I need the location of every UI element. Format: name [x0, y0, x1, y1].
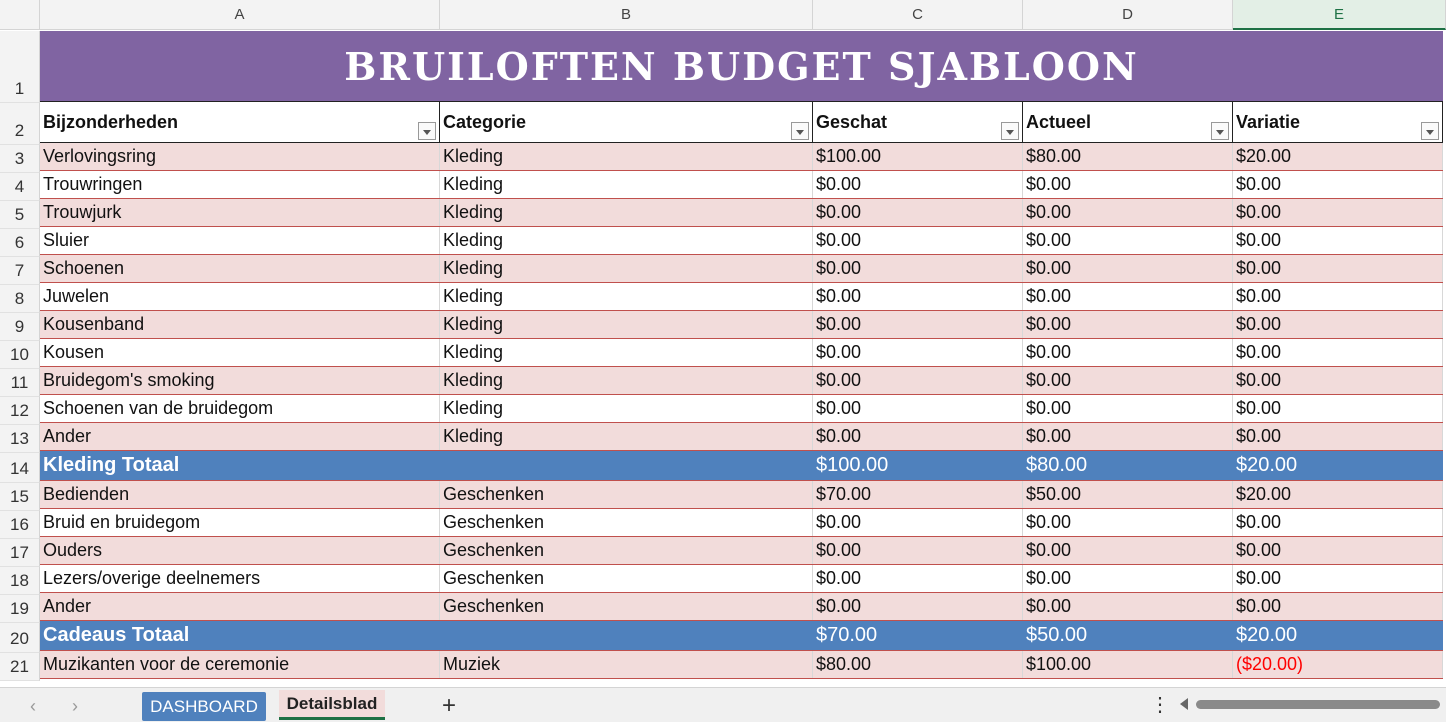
- cell-b[interactable]: Muziek: [440, 651, 813, 678]
- cell-c[interactable]: $0.00: [813, 593, 1023, 620]
- table-row: [40, 199, 1443, 227]
- cell-a[interactable]: Ander: [40, 423, 440, 450]
- cell-e[interactable]: $20.00: [1233, 451, 1443, 480]
- tab-detailsblad[interactable]: Detailsblad: [279, 690, 385, 720]
- cell-e[interactable]: $0.00: [1233, 423, 1443, 450]
- scroll-left-icon[interactable]: [1180, 698, 1188, 710]
- header-label: Categorie: [443, 112, 527, 132]
- cell-a[interactable]: Kleding Totaal: [40, 451, 440, 480]
- cell-b[interactable]: Kleding: [440, 311, 813, 338]
- table-row: [40, 395, 1443, 423]
- sheet-tab-bar: [0, 687, 1446, 722]
- row-header[interactable]: 10: [0, 341, 40, 369]
- cell-e[interactable]: $0.00: [1233, 283, 1443, 310]
- header-label: Variatie: [1236, 112, 1301, 132]
- cell-a[interactable]: Ouders: [40, 537, 440, 564]
- cell-c[interactable]: $0.00: [813, 227, 1023, 254]
- cell-a[interactable]: Sluier: [40, 227, 440, 254]
- cell-a[interactable]: Bedienden: [40, 481, 440, 508]
- cell-e[interactable]: $0.00: [1233, 227, 1443, 254]
- cell-c[interactable]: $100.00: [813, 451, 1023, 480]
- header-categorie[interactable]: [440, 102, 813, 142]
- cell-a[interactable]: Trouwringen: [40, 171, 440, 198]
- cell-e[interactable]: $0.00: [1233, 255, 1443, 282]
- cell-e[interactable]: $0.00: [1233, 199, 1443, 226]
- cell-b[interactable]: Kleding: [440, 423, 813, 450]
- header-geschat[interactable]: [813, 102, 1023, 142]
- cell-d[interactable]: $0.00: [1023, 311, 1233, 338]
- filter-dropdown-icon[interactable]: [418, 122, 436, 140]
- table-row: [40, 311, 1443, 339]
- header-label: Bijzonderheden: [43, 112, 179, 132]
- cell-e[interactable]: $0.00: [1233, 339, 1443, 366]
- cell-a[interactable]: Juwelen: [40, 283, 440, 310]
- next-sheet-icon[interactable]: ›: [72, 696, 78, 716]
- cell-b[interactable]: Kleding: [440, 199, 813, 226]
- row-header[interactable]: 14: [0, 453, 40, 483]
- filter-dropdown-icon[interactable]: [791, 122, 809, 140]
- add-sheet-icon[interactable]: +: [442, 692, 457, 719]
- table-header-row: [40, 101, 1443, 143]
- table-row: [40, 171, 1443, 199]
- cell-b[interactable]: Kleding: [440, 339, 813, 366]
- row-header[interactable]: 20: [0, 623, 40, 653]
- row-header[interactable]: 12: [0, 397, 40, 425]
- row-header[interactable]: 5: [0, 201, 40, 229]
- row-header[interactable]: 8: [0, 285, 40, 313]
- row-header[interactable]: 2: [0, 103, 40, 145]
- cell-c[interactable]: $0.00: [813, 255, 1023, 282]
- cell-d[interactable]: $0.00: [1023, 199, 1233, 226]
- cell-d[interactable]: $80.00: [1023, 143, 1233, 170]
- column-header-c[interactable]: C: [813, 0, 1023, 30]
- row-header[interactable]: 21: [0, 653, 40, 681]
- cell-a[interactable]: Lezers/overige deelnemers: [40, 565, 440, 592]
- header-variatie[interactable]: [1233, 102, 1443, 142]
- cell-b[interactable]: Geschenken: [440, 481, 813, 508]
- column-header-d[interactable]: D: [1023, 0, 1233, 30]
- header-label: Geschat: [816, 112, 888, 132]
- cell-b[interactable]: Kleding: [440, 171, 813, 198]
- cell-a[interactable]: Trouwjurk: [40, 199, 440, 226]
- cell-e[interactable]: ($20.00): [1233, 651, 1443, 678]
- row-header[interactable]: 18: [0, 567, 40, 595]
- cell-b[interactable]: Geschenken: [440, 593, 813, 620]
- cell-e[interactable]: $20.00: [1233, 143, 1443, 170]
- cell-c[interactable]: $0.00: [813, 423, 1023, 450]
- cell-d[interactable]: $0.00: [1023, 227, 1233, 254]
- sheet-title[interactable]: BRUILOFTEN BUDGET SJABLOON: [40, 31, 1443, 101]
- cell-a[interactable]: Bruidegom's smoking: [40, 367, 440, 394]
- row-header[interactable]: 3: [0, 145, 40, 173]
- header-actueel[interactable]: [1023, 102, 1233, 142]
- header-bijzonderheden[interactable]: [40, 102, 440, 142]
- cell-b[interactable]: [440, 451, 813, 480]
- table-row: [40, 283, 1443, 311]
- table-row: [40, 339, 1443, 367]
- filter-dropdown-icon[interactable]: [1211, 122, 1229, 140]
- cell-b[interactable]: Kleding: [440, 143, 813, 170]
- table-row: [40, 367, 1443, 395]
- cell-c[interactable]: $0.00: [813, 537, 1023, 564]
- column-header-e[interactable]: E: [1233, 0, 1446, 30]
- table-row: [40, 509, 1443, 537]
- cell-c[interactable]: $0.00: [813, 283, 1023, 310]
- cell-d[interactable]: $0.00: [1023, 395, 1233, 422]
- table-row: [40, 255, 1443, 283]
- table-row: [40, 565, 1443, 593]
- filter-dropdown-icon[interactable]: [1421, 122, 1439, 140]
- cell-a[interactable]: Kousen: [40, 339, 440, 366]
- cell-c[interactable]: $0.00: [813, 199, 1023, 226]
- cell-d[interactable]: $80.00: [1023, 451, 1233, 480]
- cell-d[interactable]: $50.00: [1023, 621, 1233, 650]
- cell-c[interactable]: $0.00: [813, 565, 1023, 592]
- total-row: [40, 621, 1443, 651]
- cell-d[interactable]: $0.00: [1023, 283, 1233, 310]
- cell-c[interactable]: $0.00: [813, 171, 1023, 198]
- cell-e[interactable]: $0.00: [1233, 367, 1443, 394]
- cell-a[interactable]: Cadeaus Totaal: [40, 621, 440, 650]
- tab-dashboard[interactable]: DASHBOARD: [142, 692, 266, 721]
- table-row: [40, 423, 1443, 451]
- table-row: [40, 651, 1443, 679]
- filter-dropdown-icon[interactable]: [1001, 122, 1019, 140]
- row-header[interactable]: 4: [0, 173, 40, 201]
- cell-d[interactable]: $0.00: [1023, 367, 1233, 394]
- row-header[interactable]: 15: [0, 483, 40, 511]
- scrollbar-thumb[interactable]: [1196, 700, 1440, 709]
- cell-e[interactable]: $0.00: [1233, 537, 1443, 564]
- cell-b[interactable]: Kleding: [440, 395, 813, 422]
- cell-b[interactable]: Kleding: [440, 227, 813, 254]
- row-header[interactable]: 7: [0, 257, 40, 285]
- cell-d[interactable]: $0.00: [1023, 565, 1233, 592]
- table-row: [40, 481, 1443, 509]
- table-row: [40, 227, 1443, 255]
- cell-d[interactable]: $0.00: [1023, 423, 1233, 450]
- row-header[interactable]: 16: [0, 511, 40, 539]
- cell-b[interactable]: Kleding: [440, 255, 813, 282]
- cell-b[interactable]: Geschenken: [440, 565, 813, 592]
- total-row: [40, 451, 1443, 481]
- cell-e[interactable]: $0.00: [1233, 311, 1443, 338]
- select-all-corner[interactable]: [0, 0, 40, 30]
- cell-a[interactable]: Schoenen van de bruidegom: [40, 395, 440, 422]
- cell-d[interactable]: $0.00: [1023, 593, 1233, 620]
- cell-e[interactable]: $20.00: [1233, 621, 1443, 650]
- cell-c[interactable]: $80.00: [813, 651, 1023, 678]
- more-options-icon[interactable]: ⋮: [1150, 694, 1170, 716]
- cell-c[interactable]: $70.00: [813, 621, 1023, 650]
- column-header-a[interactable]: A: [40, 0, 440, 30]
- cell-c[interactable]: $0.00: [813, 395, 1023, 422]
- cell-b[interactable]: Geschenken: [440, 509, 813, 536]
- cell-e[interactable]: $20.00: [1233, 481, 1443, 508]
- cell-c[interactable]: $100.00: [813, 143, 1023, 170]
- cell-a[interactable]: Kousenband: [40, 311, 440, 338]
- cell-e[interactable]: $0.00: [1233, 565, 1443, 592]
- header-label: Actueel: [1026, 112, 1092, 132]
- cell-d[interactable]: $0.00: [1023, 171, 1233, 198]
- table-row: [40, 593, 1443, 621]
- cell-c[interactable]: $0.00: [813, 509, 1023, 536]
- prev-sheet-icon[interactable]: ‹: [30, 696, 36, 716]
- cell-d[interactable]: $0.00: [1023, 339, 1233, 366]
- cell-c[interactable]: $0.00: [813, 339, 1023, 366]
- cell-a[interactable]: Muzikanten voor de ceremonie: [40, 651, 440, 678]
- row-header[interactable]: 11: [0, 369, 40, 397]
- cell-b[interactable]: Kleding: [440, 283, 813, 310]
- table-row: [40, 143, 1443, 171]
- cell-e[interactable]: $0.00: [1233, 593, 1443, 620]
- row-header[interactable]: 9: [0, 313, 40, 341]
- row-header[interactable]: 13: [0, 425, 40, 453]
- horizontal-scrollbar[interactable]: [1178, 695, 1440, 713]
- cell-c[interactable]: $0.00: [813, 311, 1023, 338]
- cell-d[interactable]: $50.00: [1023, 481, 1233, 508]
- cell-e[interactable]: $0.00: [1233, 509, 1443, 536]
- cell-e[interactable]: $0.00: [1233, 171, 1443, 198]
- cell-a[interactable]: Ander: [40, 593, 440, 620]
- cell-c[interactable]: $0.00: [813, 367, 1023, 394]
- cell-a[interactable]: Schoenen: [40, 255, 440, 282]
- row-header[interactable]: 6: [0, 229, 40, 257]
- table-row: [40, 537, 1443, 565]
- cell-b[interactable]: Kleding: [440, 367, 813, 394]
- cell-a[interactable]: Verlovingsring: [40, 143, 440, 170]
- column-header-b[interactable]: B: [440, 0, 813, 30]
- cell-d[interactable]: $0.00: [1023, 255, 1233, 282]
- cell-a[interactable]: Bruid en bruidegom: [40, 509, 440, 536]
- row-header[interactable]: 1: [0, 31, 40, 103]
- cell-b[interactable]: Geschenken: [440, 537, 813, 564]
- cell-d[interactable]: $100.00: [1023, 651, 1233, 678]
- cell-b[interactable]: [440, 621, 813, 650]
- row-header[interactable]: 19: [0, 595, 40, 623]
- cell-c[interactable]: $70.00: [813, 481, 1023, 508]
- cell-d[interactable]: $0.00: [1023, 537, 1233, 564]
- cell-e[interactable]: $0.00: [1233, 395, 1443, 422]
- row-header[interactable]: 17: [0, 539, 40, 567]
- cell-d[interactable]: $0.00: [1023, 509, 1233, 536]
